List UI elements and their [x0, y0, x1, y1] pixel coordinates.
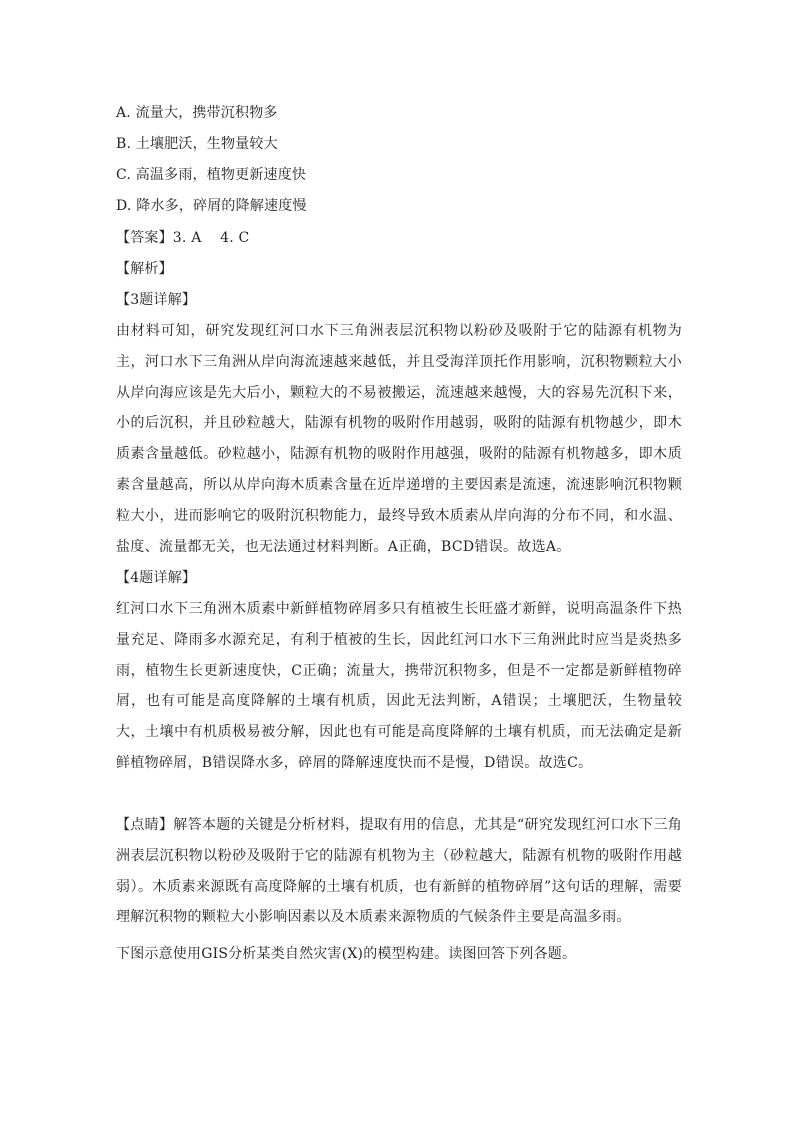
- option-b: B. 土壤肥沃，生物量较大: [116, 136, 278, 152]
- answer-line: 【答案】3. A 4. C: [116, 230, 250, 246]
- option-c: C. 高温多雨，植物更新速度快: [116, 167, 307, 183]
- next-question-intro: 下图示意使用GIS分析某类自然灾害(X)的模型构建。读图回答下列各题。: [116, 946, 577, 962]
- option-d: D. 降水多，碎屑的降解速度慢: [116, 198, 307, 214]
- analysis-heading: 【解析】: [116, 261, 173, 277]
- q3-heading: 【3题详解】: [116, 292, 197, 308]
- option-a: A. 流量大，携带沉积物多: [116, 105, 278, 121]
- q4-explanation: 红河口水下三角洲木质素中新鲜植物碎屑多只有植被生长旺盛才新鲜，说明高温条件下热量充足、降雨多水源充足，有利于植被的生长，因此红河口水下三角洲此时应当是炎热多雨，植物生长更新速度快，C正确；流量大，携带沉积物多，但是不一定都是新鲜植物碎屑，也有可能是高度降解的土壤有机质，因此无法判断，A错误；土壤肥沃，生物量较大，土壤中有机质极易被分解，因此也有可能是高度降解的土壤有机质，而无法确定是新鲜植物碎屑，B错误降水多，碎屑的降解速度快而不是慢，D错误。故选C。: [116, 601, 682, 771]
- tip-paragraph: 【点睛】解答本题的关键是分析材料，提取有用的信息，尤其是“研究发现红河口水下三角洲表层沉积物以粉砂及吸附于它的陆源有机物为主（砂粒越大，陆源有机物的吸附作用越弱）。木质素来源既有高度降解的土壤有机质，也有新鲜的植物碎屑”这句话的理解，需要理解沉积物的颗粒大小影响因素以及木质素来源物质的气候条件主要是高温多雨。: [116, 817, 682, 926]
- q3-explanation: 由材料可知，研究发现红河口水下三角洲表层沉积物以粉砂及吸附于它的陆源有机物为主，河口水下三角洲从岸向海流速越来越低，并且受海洋顶托作用影响，沉积物颗粒大小从岸向海应该是先大后小，颗粒大的不易被搬运，流速越来越慢，大的容易先沉积下来，小的后沉积，并且砂粒越大，陆源有机物的吸附作用越弱，吸附的陆源有机物越少，即木质素含量越低。砂粒越小，陆源有机物的吸附作用越强，吸附的陆源有机物越多，即木质素含量越高，所以从岸向海木质素含量在近岸递增的主要因素是流速，流速影响沉积物颗粒大小，进而影响它的吸附沉积物能力，最终导致木质素从岸向海的分布不同，和水温、盐度、流量都无关，也无法通过材料判断。A正确，BCD错误。故选A。: [116, 323, 682, 555]
- q4-heading: 【4题详解】: [116, 570, 197, 586]
